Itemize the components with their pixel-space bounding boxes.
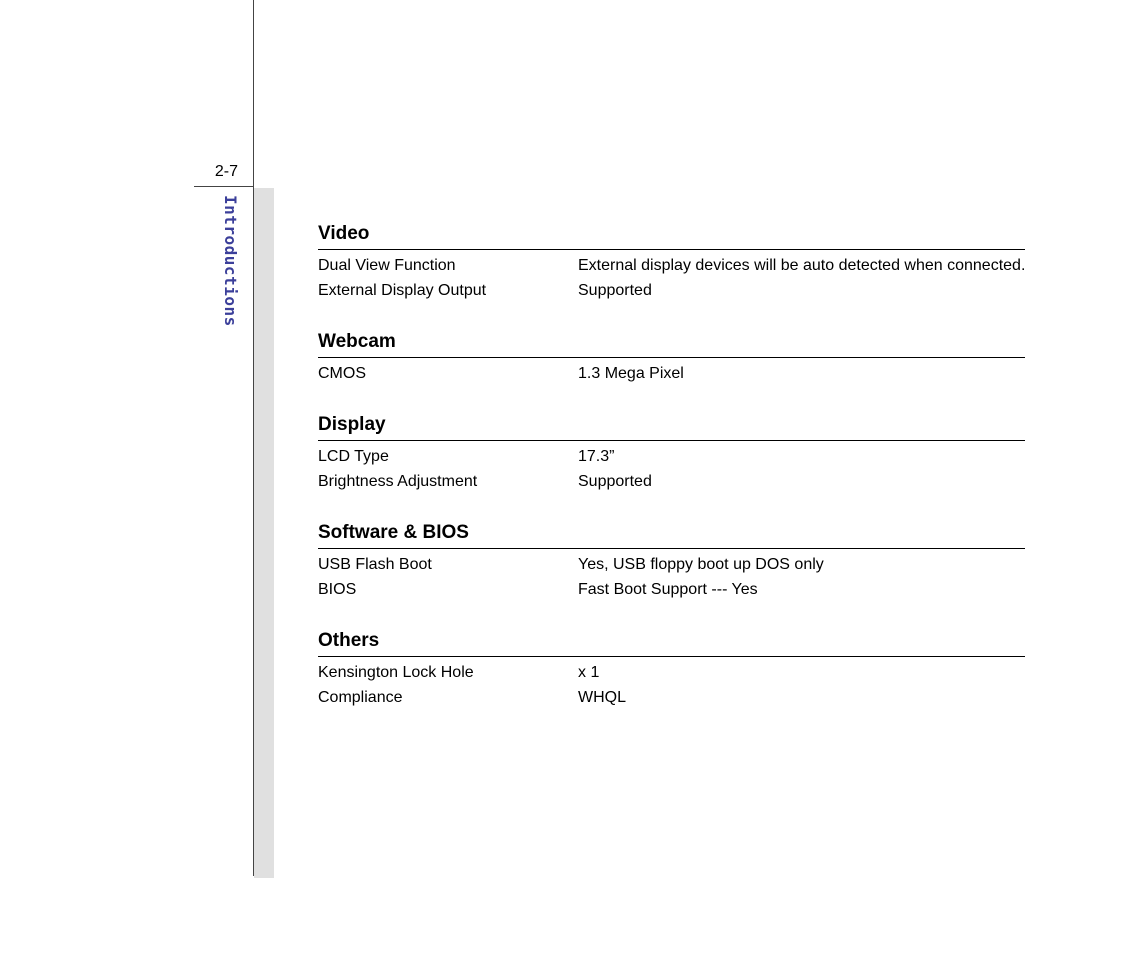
- spec-row: [318, 556, 1025, 574]
- section-title: Display: [318, 413, 1025, 441]
- section-webcam: [318, 330, 1025, 383]
- spec-label: Compliance: [318, 689, 403, 706]
- section-display: [318, 413, 1025, 491]
- spec-value: Yes, USB floppy boot up DOS only: [578, 556, 824, 573]
- section-software-bios: [318, 521, 1025, 599]
- chapter-label: Introductions: [221, 195, 240, 327]
- spec-row: [318, 689, 1025, 707]
- spec-row: [318, 448, 1025, 466]
- spec-value: x 1: [578, 664, 600, 681]
- spec-label: LCD Type: [318, 448, 389, 465]
- section-title: Others: [318, 629, 1025, 657]
- spec-label: USB Flash Boot: [318, 556, 432, 573]
- spec-label: Brightness Adjustment: [318, 473, 478, 490]
- spec-row: [318, 581, 1025, 599]
- spec-value: 17.3”: [578, 448, 615, 465]
- spec-value: Supported: [578, 473, 652, 490]
- spec-label: BIOS: [318, 581, 357, 598]
- spec-row: [318, 664, 1025, 682]
- spec-label: CMOS: [318, 365, 366, 382]
- spec-label: Kensington Lock Hole: [318, 664, 474, 681]
- spec-label: Dual View Function: [318, 257, 456, 274]
- spec-row: [318, 282, 1025, 300]
- spec-value: 1.3 Mega Pixel: [578, 365, 684, 382]
- section-title: Video: [318, 222, 1025, 250]
- page-number: 2-7: [214, 163, 238, 180]
- spec-content: [318, 222, 1025, 711]
- spec-value: External display devices will be auto detected when connected.: [578, 257, 1026, 274]
- spec-row: [318, 473, 1025, 491]
- page-number-rule: [194, 186, 254, 187]
- spec-label: External Display Output: [318, 282, 487, 299]
- spec-value: WHQL: [578, 689, 626, 706]
- spec-row: [318, 257, 1025, 275]
- spec-row: [318, 365, 1025, 383]
- section-others: [318, 629, 1025, 707]
- spec-value: Supported: [578, 282, 652, 299]
- section-video: [318, 222, 1025, 300]
- section-title: Webcam: [318, 330, 1025, 358]
- side-band: [254, 188, 274, 878]
- spec-value: Fast Boot Support --- Yes: [578, 581, 758, 598]
- section-title: Software & BIOS: [318, 521, 1025, 549]
